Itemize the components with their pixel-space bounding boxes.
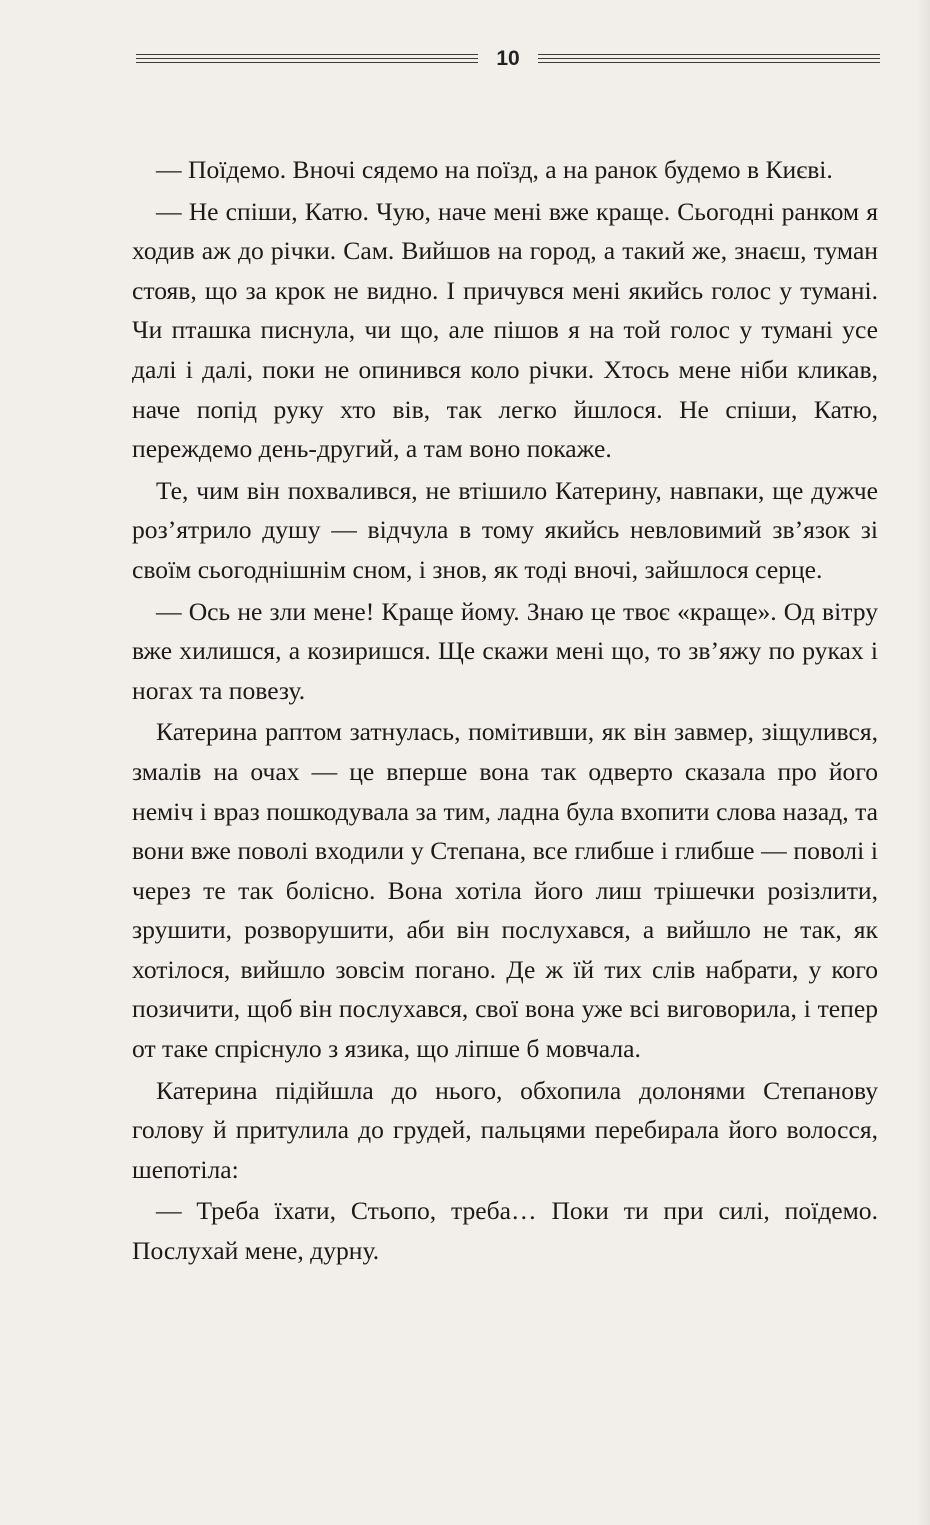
paragraph: — Треба їхати, Стьопо, треба… Поки ти при силі, поїдемо. Послухай мене, дурну.	[132, 1196, 878, 1266]
paragraph: Те, чим він похвалився, не втішило Катерину, навпаки, ще дужче роз’ятрило душу — відчула в тому якийсь невловимий зв’язок зі своїм сьогоднішнім сном, і знов, як тоді вночі, зайшлося серце.	[132, 475, 878, 584]
header-rule-left	[136, 54, 478, 63]
paragraph: — Не спіши, Катю. Чую, наче мені вже краще. Сьогодні ранком я ходив аж до річки. Сам. Вийшов на город, а такий же, знаєш, туман стояв, що за крок не видно. І причувся мені якийсь голос у тумані. Чи пташка писнула, чи що, але пішов я на той голос у тумані усе далі і далі, поки не опинився коло річки. Хтось мене ніби кликав, наче попід руку хто вів, так легко йшлося. Не спіши, Катю, переждемо день-другий, а там воно покаже.	[132, 196, 878, 464]
paragraph: — Поїдемо. Вночі сядемо на поїзд, а на ранок будемо в Києві.	[156, 155, 833, 184]
header-rule-right	[538, 54, 880, 63]
page-number: 10	[496, 47, 520, 70]
paragraph: Катерина підійшла до нього, обхопила долонями Степанову голову й притулила до грудей, пальцями перебирала його волосся, шепотіла:	[132, 1075, 878, 1184]
paragraph: Катерина раптом затнулась, помітивши, як він завмер, зіщулився, змалів на очах — це вперше вона так одверто сказала про його неміч і враз пошкодувала за тим, ладна була вхопити слова назад, та вони вже поволі входили у Степана, все глибше і глибше — поволі і через те так болісно. Вона хотіла його лиш трішечки розізлити, зрушити, розворушити, аби він послухався, а вийшло не так, як хотілося, вийшло зовсім погано. Де ж їй тих слів набрати, у кого позичити, щоб він послухався, свої вона уже всі виговорила, і тепер от таке спріснуло з язика, що ліпше б мовчала.	[132, 717, 878, 1064]
body-text	[132, 150, 878, 1271]
running-header	[136, 44, 880, 74]
paragraph: — Ось не зли мене! Краще йому. Знаю це твоє «краще». Од вітру вже хилишся, а козиришся. Ще скажи мені що, то зв’яжу по руках і ногах та повезу.	[132, 596, 878, 705]
page-edge-shadow	[916, 0, 930, 1525]
